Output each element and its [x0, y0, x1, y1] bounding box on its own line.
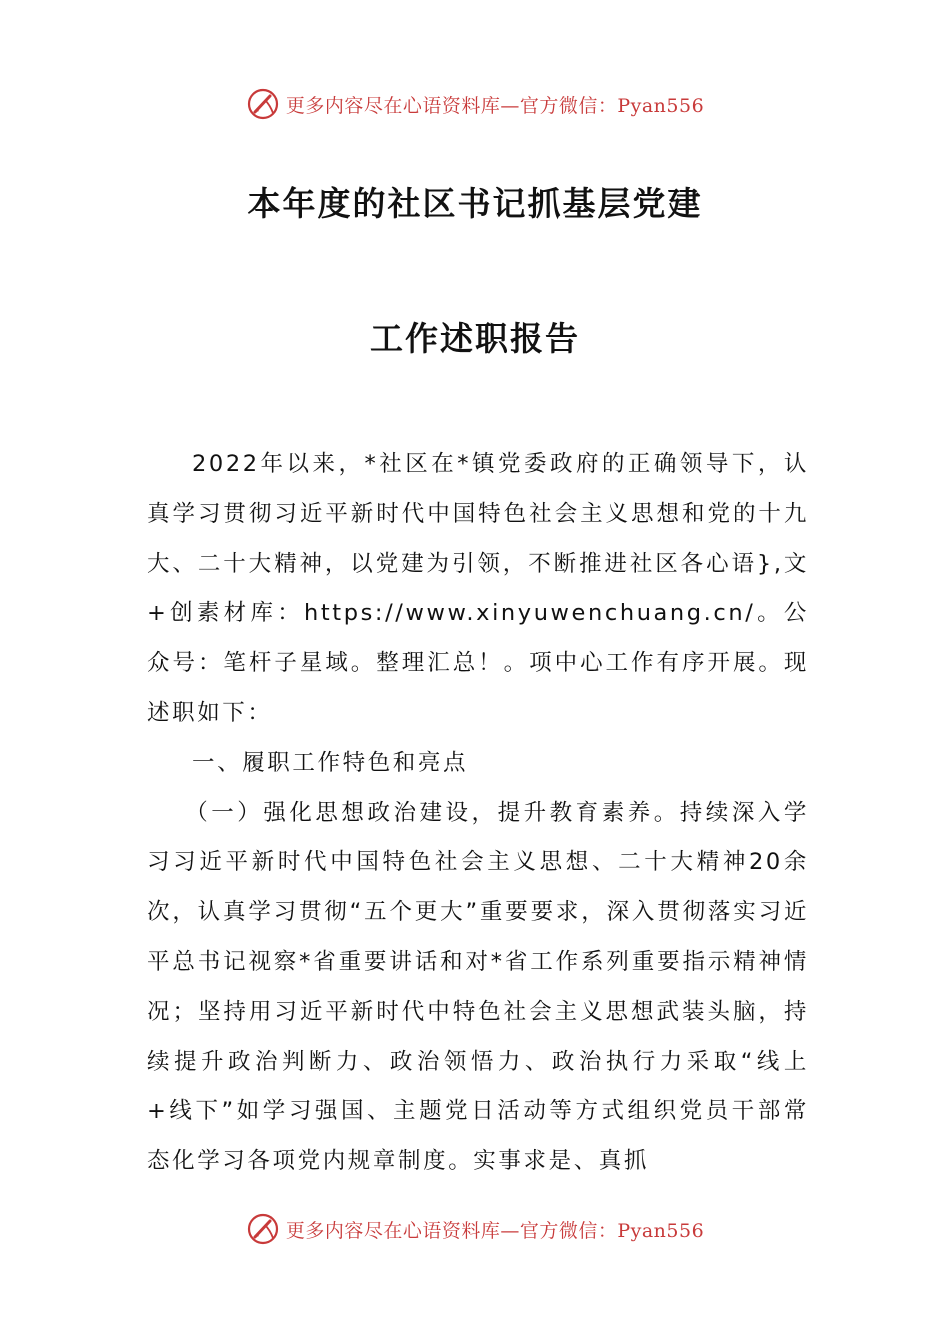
pen-logo-icon	[246, 1212, 280, 1246]
watermark-text: 更多内容尽在心语资料库—官方微信：Pyan556	[285, 94, 705, 117]
watermark-text: 更多内容尽在心语资料库—官方微信：Pyan556	[285, 1219, 705, 1242]
document-title-line-2: 工作述职报告	[370, 319, 580, 358]
paragraph: （一）强化思想政治建设，提升教育素养。持续深入学习习近平新时代中国特色社会主义思想、二十大精神20余次，认真学习贯彻“五个更大”重要要求，深入贯彻落实习近平总书记视察*省重要讲话和对*省工作系列重要指示精神情况；坚持用习近平新时代中特色社会主义思想武装头脑，持续提升政治判断力、政治领悟力、政治执行力采取“线上+线下”如学习强国、主题党日活动等方式组织党员干部常态化学习各项党内规章制度。实事求是、真抓	[147, 799, 809, 1175]
section-heading: 一、履职工作特色和亮点	[192, 749, 469, 776]
document-body	[147, 440, 809, 1187]
footer-watermark	[0, 1209, 950, 1249]
paragraph: 2022年以来，*社区在*镇党委政府的正确领导下，认真学习贯彻习近平新时代中国特色社会主义思想和党的十九大、二十大精神，以党建为引领，不断推进社区各心语},文+创素材库：https://www.xinyuwenchuang.cn/。公众号：笔杆子星域。整理汇总！。项中心工作有序开展。现述职如下：	[147, 451, 809, 726]
pen-logo-icon	[246, 87, 280, 121]
document-title-line-1: 本年度的社区书记抓基层党建	[247, 184, 703, 223]
header-watermark	[0, 84, 950, 124]
